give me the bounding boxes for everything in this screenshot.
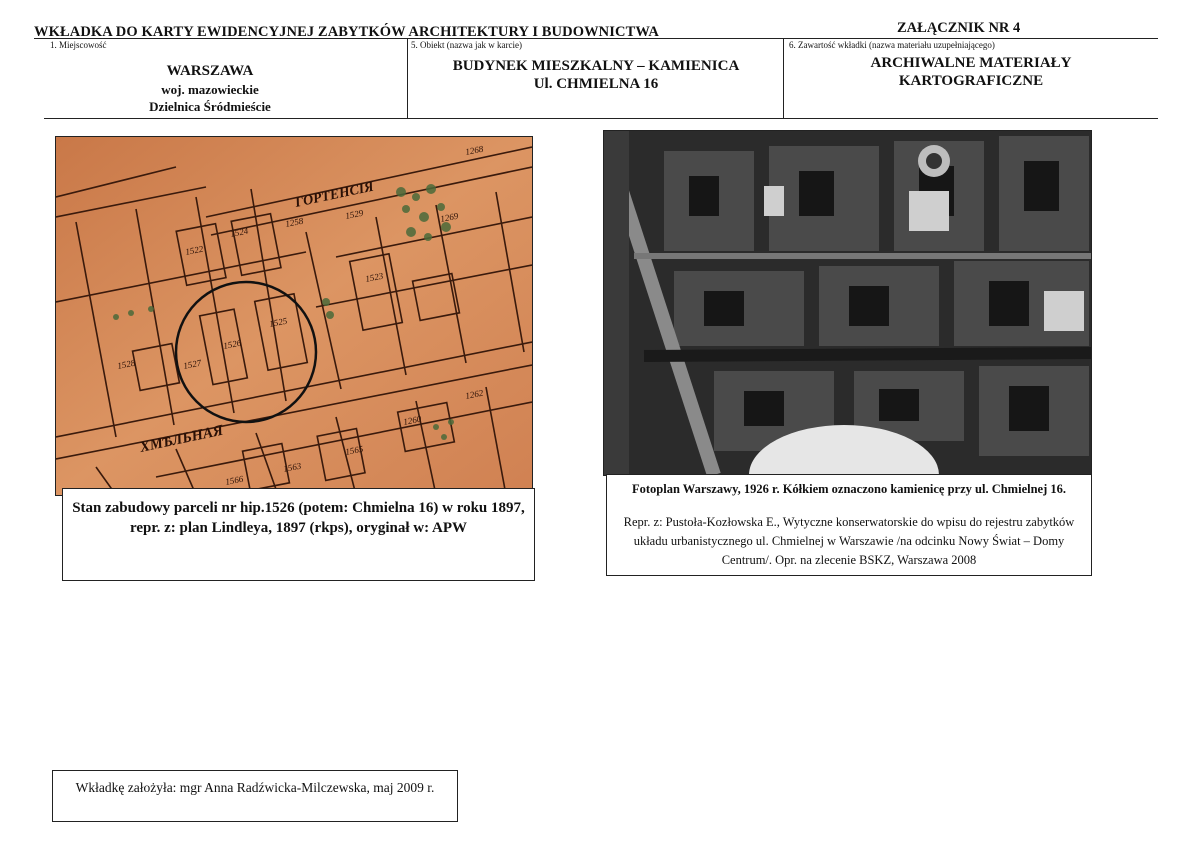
map-plot-number: 1528	[116, 357, 137, 371]
object-label: 5. Obiekt (nazwa jak w karcie)	[411, 40, 522, 50]
author-note: Wkładkę założyła: mgr Anna Radźwicka-Milczewska, maj 2009 r.	[75, 780, 435, 795]
map-plot-number: 1522	[184, 243, 205, 257]
field-divider	[407, 39, 408, 118]
aerial-photo-drawing	[604, 131, 1091, 475]
author-box	[52, 770, 458, 822]
contents-label: 6. Zawartość wkładki (nazwa materiału uzupełniającego)	[789, 40, 995, 50]
location-label: 1. Miejscowość	[50, 40, 107, 50]
object-address: Ul. CHMIELNA 16	[533, 76, 659, 92]
header-rule-top	[34, 38, 1158, 39]
photo-caption-body: Repr. z: Pustoła-Kozłowska E., Wytyczne konserwatorskie do wpisu do rejestru zabytków układu urbanistycznego ul. Chmielnej w Warszawie /na odcinku Nowy Świat – Domy Centrum/. Opr. na zlecenie BSKZ, Warszawa 2008	[623, 515, 1075, 567]
map-caption-box	[62, 488, 535, 581]
object-name: BUDYNEK MIESZKALNY – KAMIENICA	[452, 58, 740, 74]
map-plot-number: 1526	[222, 337, 243, 351]
location-city: WARSZAWA	[166, 63, 254, 79]
map-plot-number: 1269	[439, 210, 460, 224]
map-plot-number: 1529	[344, 207, 365, 221]
map-plot-number: 1268	[464, 143, 485, 157]
historic-map-image	[55, 136, 533, 496]
location-voivodeship: woj. mazowieckie	[161, 82, 259, 97]
map-plot-number: 1565	[344, 443, 365, 457]
photo-caption-title: Fotoplan Warszawy, 1926 r. Kółkiem oznaczono kamienicę przy ul. Chmielnej 16.	[631, 482, 1066, 496]
map-plot-number: 1258	[284, 215, 305, 229]
map-plot-number: 1523	[364, 270, 385, 284]
annex-number: ZAŁĄCZNIK NR 4	[897, 20, 1021, 36]
contents-line1: ARCHIWALNE MATERIAŁY	[870, 55, 1072, 71]
map-plot-number: 1566	[224, 473, 245, 487]
contents-line2: KARTOGRAFICZNE	[898, 73, 1044, 89]
map-caption: Stan zabudowy parceli nr hip.1526 (potem: Chmielna 16) w roku 1897, repr. z: plan Lindleya, 1897 (rkps), oryginał w: APW	[72, 500, 525, 536]
location-district: Dzielnica Śródmieście	[149, 99, 271, 114]
field-divider	[783, 39, 784, 118]
map-street-chmielna: ХМѢЛЬНАЯ	[138, 422, 225, 456]
map-plot-number: 1260	[402, 413, 423, 427]
map-plot-number: 1262	[464, 387, 485, 401]
map-plot-number: 1563	[282, 460, 303, 474]
map-plot-number: 1525	[268, 315, 289, 329]
historic-map-drawing	[56, 137, 532, 495]
map-street-hortensja: ГОРТЕНСIЯ	[293, 179, 376, 211]
map-plot-number: 1524	[229, 225, 250, 239]
document-title: WKŁADKA DO KARTY EWIDENCYJNEJ ZABYTKÓW ARCHITEKTURY I BUDOWNICTWA	[34, 24, 659, 40]
map-plot-number: 1527	[182, 357, 203, 371]
photo-caption-box	[606, 474, 1092, 576]
aerial-photo-image	[603, 130, 1092, 476]
header-rule-bottom	[44, 118, 1158, 119]
